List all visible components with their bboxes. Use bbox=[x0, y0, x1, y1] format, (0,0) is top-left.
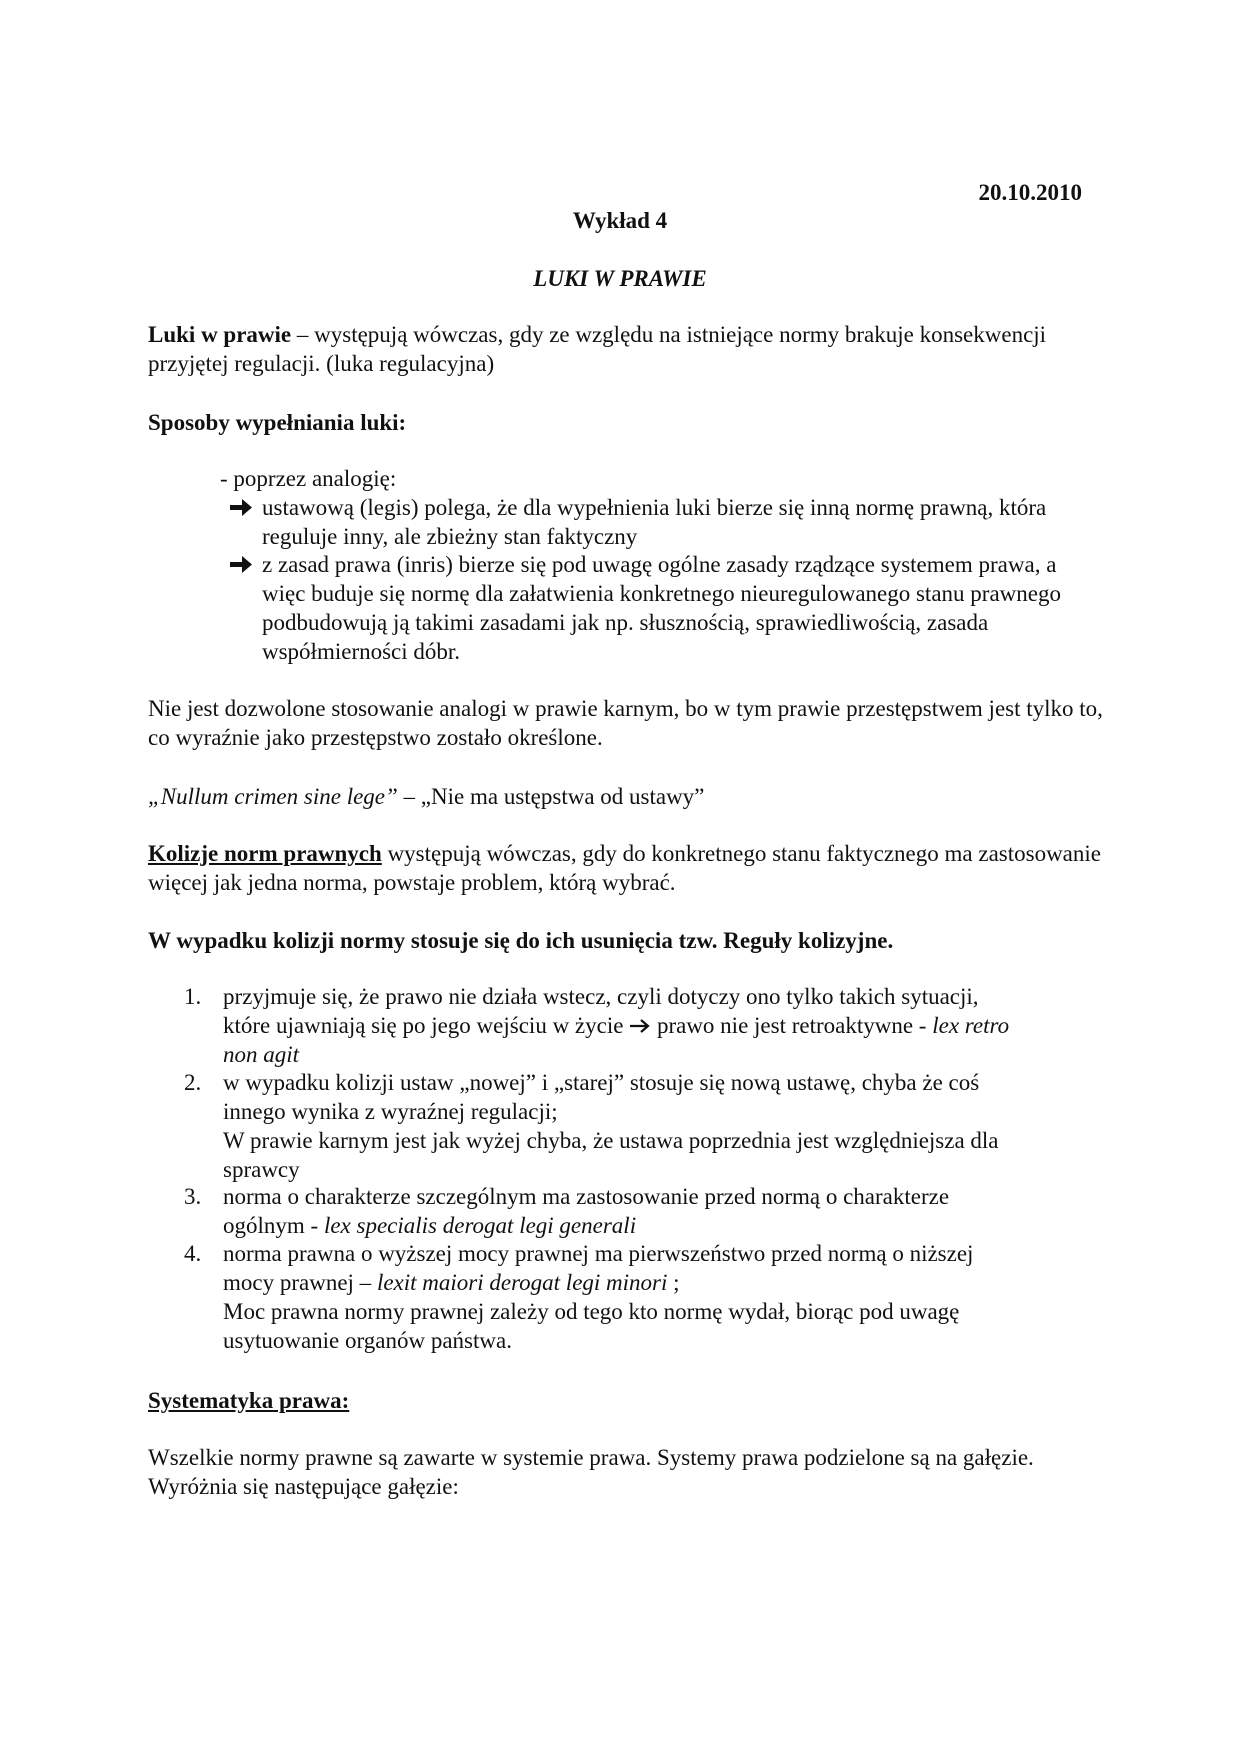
definition-term: Luki w prawie bbox=[148, 322, 292, 347]
right-arrow-icon bbox=[228, 550, 254, 579]
latin-maxim: lex specialis derogat legi generali bbox=[323, 1213, 637, 1238]
latin-maxim: lexit maiori derogat legi minori bbox=[376, 1270, 668, 1295]
list-number: 2. bbox=[184, 1070, 202, 1095]
definition-paragraph bbox=[148, 320, 1108, 378]
lecture-number: Wykład 4 bbox=[572, 208, 668, 233]
list-number: 4. bbox=[184, 1241, 202, 1266]
rule-line: Moc prawna normy prawnej zależy od tego kto normę wydał, biorąc pod uwagę bbox=[223, 1299, 960, 1324]
latin-maxim: lex retro bbox=[932, 1013, 1010, 1038]
collision-rules-heading: W wypadku kolizji normy stosuje się do ich usunięcia tzw. Reguły kolizyjne. bbox=[148, 928, 894, 953]
criminal-law-note: Nie jest dozwolone stosowanie analogi w prawie karnym, bo w tym prawie przestępstwem jest tylko to, co wyraźnie jako przestępstwo zostało określone. bbox=[148, 696, 1103, 750]
rule-line: norma o charakterze szczególnym ma zastosowanie przed normą o charakterze bbox=[223, 1184, 950, 1209]
rule-line: mocy prawnej – lexit maiori derogat legi minori ; bbox=[223, 1270, 680, 1295]
latin-maxim: non agit bbox=[223, 1042, 300, 1067]
rule-line: które ujawniają się po jego wejściu w życie prawo nie jest retroaktywne - lex retro bbox=[223, 1013, 1010, 1038]
definition-text: – występują wówczas, gdy ze względu na istniejące normy brakuje konsekwencji przyjętej regulacji. (luka regulacyjna) bbox=[148, 322, 1047, 376]
maxim-line bbox=[148, 782, 1108, 811]
lecture-date: 20.10.2010 bbox=[978, 180, 1082, 205]
maxim-translation: – „Nie ma ustępstwa od ustawy” bbox=[397, 784, 705, 809]
rule-line: W prawie karnym jest jak wyżej chyba, że ustawa poprzednia jest względniejsza dla bbox=[223, 1128, 999, 1153]
systematics-heading: Systematyka prawa: bbox=[148, 1388, 350, 1413]
collisions-text: występują wówczas, gdy do konkretnego stanu faktycznego ma zastosowanie więcej jak jedna norma, powstaje problem, którą wybrać. bbox=[148, 841, 1101, 895]
document-title: LUKI W PRAWIE bbox=[533, 266, 707, 291]
analogy-item: - poprzez analogię: bbox=[220, 466, 397, 491]
methods-heading: Sposoby wypełniania luki: bbox=[148, 410, 407, 435]
right-arrow-icon bbox=[228, 493, 254, 522]
rule-line: w wypadku kolizji ustaw „nowej” i „starej” stosuje się nową ustawę, chyba że coś bbox=[223, 1070, 980, 1095]
arrow-item-principles bbox=[262, 550, 1102, 666]
rule-line: przyjmuje się, że prawo nie działa wstecz, czyli dotyczy ono tylko takich sytuacji, bbox=[223, 984, 979, 1009]
rule-line: innego wynika z wyraźnej regulacji; bbox=[223, 1099, 558, 1124]
arrow-item-statutory bbox=[262, 493, 1102, 551]
collisions-paragraph bbox=[148, 839, 1108, 897]
rule-line: ogólnym - lex specialis derogat legi generali bbox=[223, 1213, 637, 1238]
right-arrow-icon bbox=[629, 1013, 651, 1031]
rule-line: norma prawna o wyższej mocy prawnej ma pierwszeństwo przed normą o niższej bbox=[223, 1241, 974, 1266]
arrow-item-text: z zasad prawa (inris) bierze się pod uwagę ogólne zasady rządzące systemem prawa, a więc buduje się normę dla załatwienia konkretnego nieuregulowanego stanu prawnego podbudowują ją takimi zasadami jak np. słusznością, sprawiedliwością, zasada współmierności dóbr. bbox=[262, 552, 1061, 664]
systematics-paragraph: Wszelkie normy prawne są zawarte w systemie prawa. Systemy prawa podzielone są na gałęzie. Wyróżnia się następujące gałęzie: bbox=[148, 1445, 1034, 1499]
collisions-term: Kolizje norm prawnych bbox=[148, 841, 382, 866]
list-number: 1. bbox=[184, 984, 202, 1009]
arrow-item-text: ustawową (legis) polega, że dla wypełnienia luki bierze się inną normę prawną, która reguluje inny, ale zbieżny stan faktyczny bbox=[262, 495, 1047, 549]
rule-line: sprawcy bbox=[223, 1157, 300, 1182]
list-number: 3. bbox=[184, 1184, 202, 1209]
rule-line: usytuowanie organów państwa. bbox=[223, 1328, 512, 1353]
latin-maxim: „Nullum crimen sine lege” bbox=[148, 784, 398, 809]
